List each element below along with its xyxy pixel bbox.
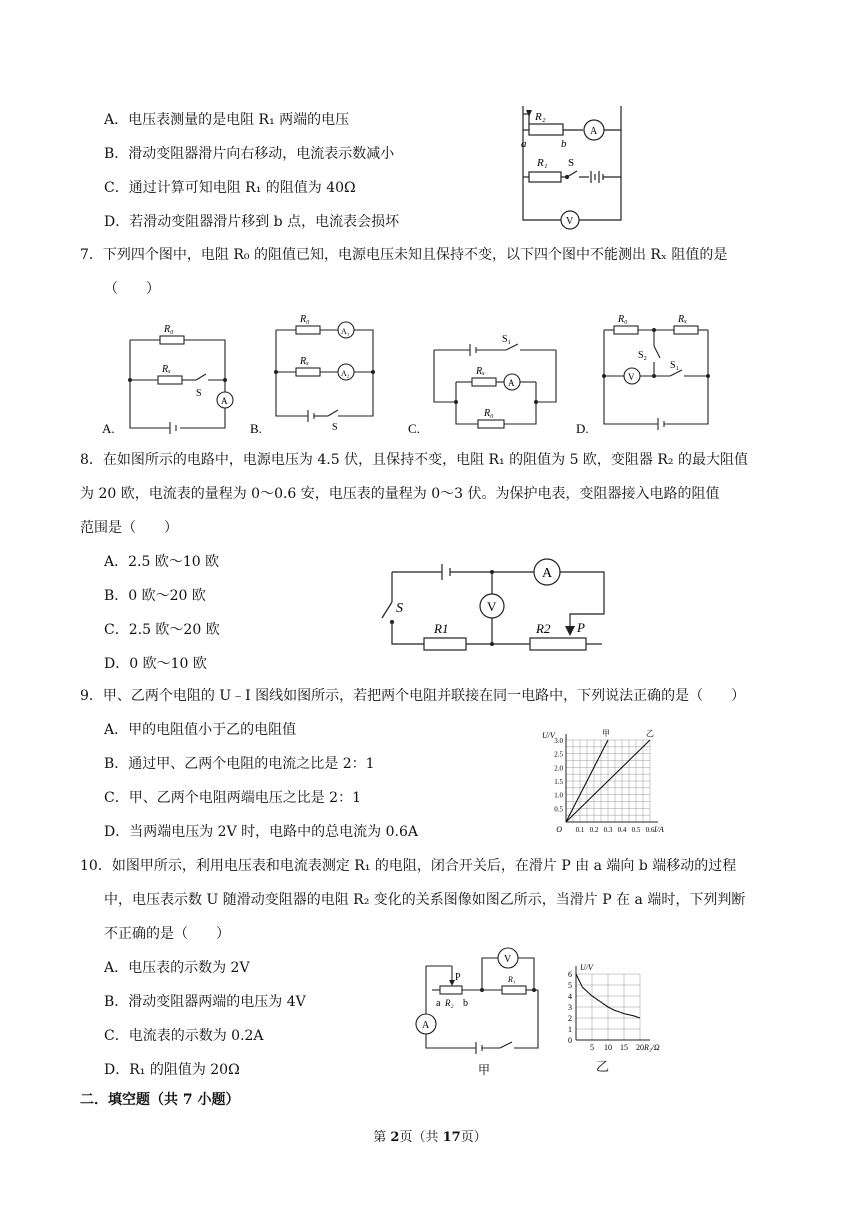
q7b-s-label: S <box>332 422 338 433</box>
q9-option-a: A．甲的电阻值小于乙的电阻值 <box>104 722 297 738</box>
q7d-s2-label: S₂ <box>638 350 648 361</box>
y-tick-label: 2.5 <box>554 750 563 759</box>
q6-option-d: D．若滑动变阻器滑片移到 b 点，电流表会损坏 <box>104 214 400 230</box>
q6-b-label: b <box>561 138 567 150</box>
footer-prefix: 第 <box>373 1130 391 1145</box>
q7-stem-line2: （ ） <box>104 281 160 297</box>
q8-voltmeter-label: V <box>487 599 497 614</box>
x-tick-label: 20 <box>636 1043 644 1052</box>
page-footer <box>0 1126 860 1145</box>
y-tick-label: 1.0 <box>554 791 563 800</box>
q7-label-d: D. <box>576 421 589 436</box>
q9-option-d: D．当两端电压为 2V 时，电路中的总电流为 0.6A <box>104 824 418 840</box>
q10-option-b: B．滑动变阻器两端的电压为 4V <box>104 994 306 1010</box>
q7a-s-label: S <box>196 388 202 399</box>
q6-option-c: C．通过计算可知电阻 R₁ 的阻值为 40Ω <box>104 180 356 196</box>
q10-r1-label: R₁ <box>508 975 516 984</box>
x-tick-label: 5 <box>590 1043 594 1052</box>
x-axis-label: I/A <box>654 825 664 834</box>
series-label: 乙 <box>646 729 654 738</box>
q6-circuit-diagram <box>515 102 630 232</box>
q10-stem-line3: 不正确的是（ ） <box>104 926 230 942</box>
q10-option-a: A．电压表的示数为 2V <box>104 960 250 976</box>
q10-u-r2-graph <box>556 960 676 1056</box>
q7b-a2-label: A₂ <box>341 369 350 378</box>
x-tick-label: 0.3 <box>603 826 613 834</box>
footer-middle: 页（共 <box>399 1130 443 1145</box>
y-tick-label: 1.5 <box>554 778 563 786</box>
q9-option-b: B．通过甲、乙两个电阻的电流之比是 2：1 <box>104 756 375 772</box>
q7-label-b: B. <box>250 421 262 436</box>
q7-figure-a <box>100 318 245 436</box>
q7-label-a: A. <box>102 421 115 436</box>
q10-option-c: C．电流表的示数为 0.2A <box>104 1028 264 1044</box>
q9-option-c: C．甲、乙两个电阻两端电压之比是 2：1 <box>104 790 361 806</box>
x-axis-label: R₂/Ω <box>644 1043 660 1052</box>
q8-r1-label: R1 <box>434 621 449 636</box>
x-tick-label: 0.5 <box>631 826 641 834</box>
q6-a-label: a <box>521 138 527 150</box>
q7-figure-d <box>574 306 719 436</box>
y-tick-label: 0 <box>568 1036 572 1045</box>
q8-stem-line2: 为 20 欧，电流表的量程为 0～0.6 安，电压表的量程为 0～3 伏。为保护电表，变阻器接入电路的阻值 <box>80 486 720 502</box>
q7a-rx-label: Rₓ <box>162 364 171 375</box>
q8-r2-label: R2 <box>536 621 551 636</box>
q10-a-end-label: a <box>436 998 441 1009</box>
q8-option-a: A．2.5 欧～10 欧 <box>104 554 220 570</box>
y-tick-label: 3 <box>568 1003 572 1012</box>
q10-p-label: P <box>455 972 461 983</box>
x-tick-label: 0.1 <box>575 826 585 834</box>
q8-option-b: B．0 欧～20 欧 <box>104 588 206 604</box>
q7d-voltmeter-label: V <box>628 372 635 382</box>
q7b-rx-label: Rₓ <box>300 356 309 367</box>
q6-option-a: A．电压表测量的是电阻 R₁ 两端的电压 <box>104 112 350 128</box>
q8-s-label: S <box>396 601 403 616</box>
q8-option-c: C．2.5 欧～20 欧 <box>104 622 220 638</box>
q7-figure-b <box>248 312 378 436</box>
q7d-s1-label: S₁ <box>670 360 680 371</box>
q7d-r0-label: R₀ <box>618 314 628 325</box>
footer-page-number: 2 <box>390 1130 400 1145</box>
q6-ammeter-label: A <box>590 126 598 137</box>
q7c-rx-label: Rₓ <box>476 366 485 377</box>
y-tick-label: 1 <box>568 1025 572 1034</box>
y-tick-label: 6 <box>568 970 572 979</box>
x-tick-label: 0.4 <box>617 826 627 834</box>
q7a-ammeter-label: A <box>221 396 228 406</box>
q10-stem-line2: 中，电压表示数 U 随滑动变阻器的电阻 R₂ 变化的关系图像如图乙所示，当滑片 P 在 a 端时，下列判断 <box>104 892 746 908</box>
q7-label-c: C. <box>408 421 420 436</box>
q6-r2-label: R₂ <box>535 111 546 123</box>
q10-ammeter-label: A <box>422 1020 430 1031</box>
x-tick-label: 10 <box>604 1043 612 1052</box>
q10-b-end-label: b <box>463 998 468 1009</box>
q7-stem-line1: 7．下列四个图中，电阻 R₀ 的阻值已知，电源电压未知且保持不变，以下四个图中不能测出 Rₓ 阻值的是 <box>80 247 728 263</box>
origin-label: O <box>556 825 562 834</box>
q7d-rx-label: Rₓ <box>678 314 687 325</box>
q6-s-label: S <box>568 157 575 169</box>
y-tick-label: 2 <box>568 1014 572 1023</box>
q10-caption-yi: 乙 <box>596 1060 610 1075</box>
q6-option-b: B．滑动变阻器滑片向右移动，电流表示数减小 <box>104 146 395 162</box>
x-tick-label: 0.2 <box>589 826 599 834</box>
x-tick-label: 0.6 <box>645 826 655 834</box>
q9-stem: 9．甲、乙两个电阻的 U﹣I 图线如图所示，若把两个电阻并联接在同一电路中，下列说法正确的是（ ） <box>80 688 746 704</box>
q7c-r0-label: R₀ <box>484 408 494 419</box>
x-tick-label: 15 <box>620 1043 628 1052</box>
q8-stem-line3: 范围是（ ） <box>80 520 178 536</box>
q6-r1-label: R₁ <box>537 157 548 169</box>
q7c-s1-label: S₁ <box>502 334 512 345</box>
q10-caption-jia: 甲 <box>478 1063 491 1077</box>
q9-ui-graph <box>540 728 670 840</box>
q6-voltmeter-label: V <box>566 216 574 227</box>
footer-suffix: 页） <box>460 1130 487 1145</box>
q7c-ammeter-label: A <box>508 378 515 388</box>
y-tick-label: 2.0 <box>554 764 563 773</box>
q8-stem-line1: 8．在如图所示的电路中，电源电压为 4.5 伏，且保持不变，电阻 R₁ 的阻值为 5 欧，变阻器 R₂ 的最大阻值 <box>80 452 748 468</box>
y-tick-label: 4 <box>568 992 572 1001</box>
y-axis-label: U/V <box>580 963 593 972</box>
q8-p-label: P <box>577 620 585 635</box>
y-tick-label: 5 <box>568 981 572 990</box>
y-tick-label: 0.5 <box>554 805 563 814</box>
q10-option-d: D．R₁ 的阻值为 20Ω <box>104 1062 240 1078</box>
q7-figure-c <box>406 330 566 436</box>
q8-ammeter-label: A <box>542 566 553 581</box>
q7b-r0-label: R₀ <box>300 314 310 325</box>
y-tick-label: 3.0 <box>554 737 563 745</box>
q8-circuit-diagram <box>372 556 612 654</box>
q8-option-d: D．0 欧～10 欧 <box>104 656 207 672</box>
section-title: 二．填空题（共 7 小题） <box>80 1092 240 1108</box>
q10-stem-line1: 10．如图甲所示，利用电压表和电流表测定 R₁ 的电阻，闭合开关后，在滑片 P 由 a 端向 b 端移动的过程 <box>80 858 737 874</box>
q10-voltmeter-label: V <box>504 954 512 965</box>
q7a-r0-label: R₀ <box>164 324 174 335</box>
footer-total-pages: 17 <box>442 1130 461 1145</box>
q10-circuit-jia <box>412 944 552 1080</box>
series-label: 甲 <box>602 729 610 738</box>
q7b-a1-label: A₁ <box>341 327 350 336</box>
q10-r2-label: R₂ <box>445 998 454 1008</box>
y-axis-label: U/V <box>542 731 555 740</box>
